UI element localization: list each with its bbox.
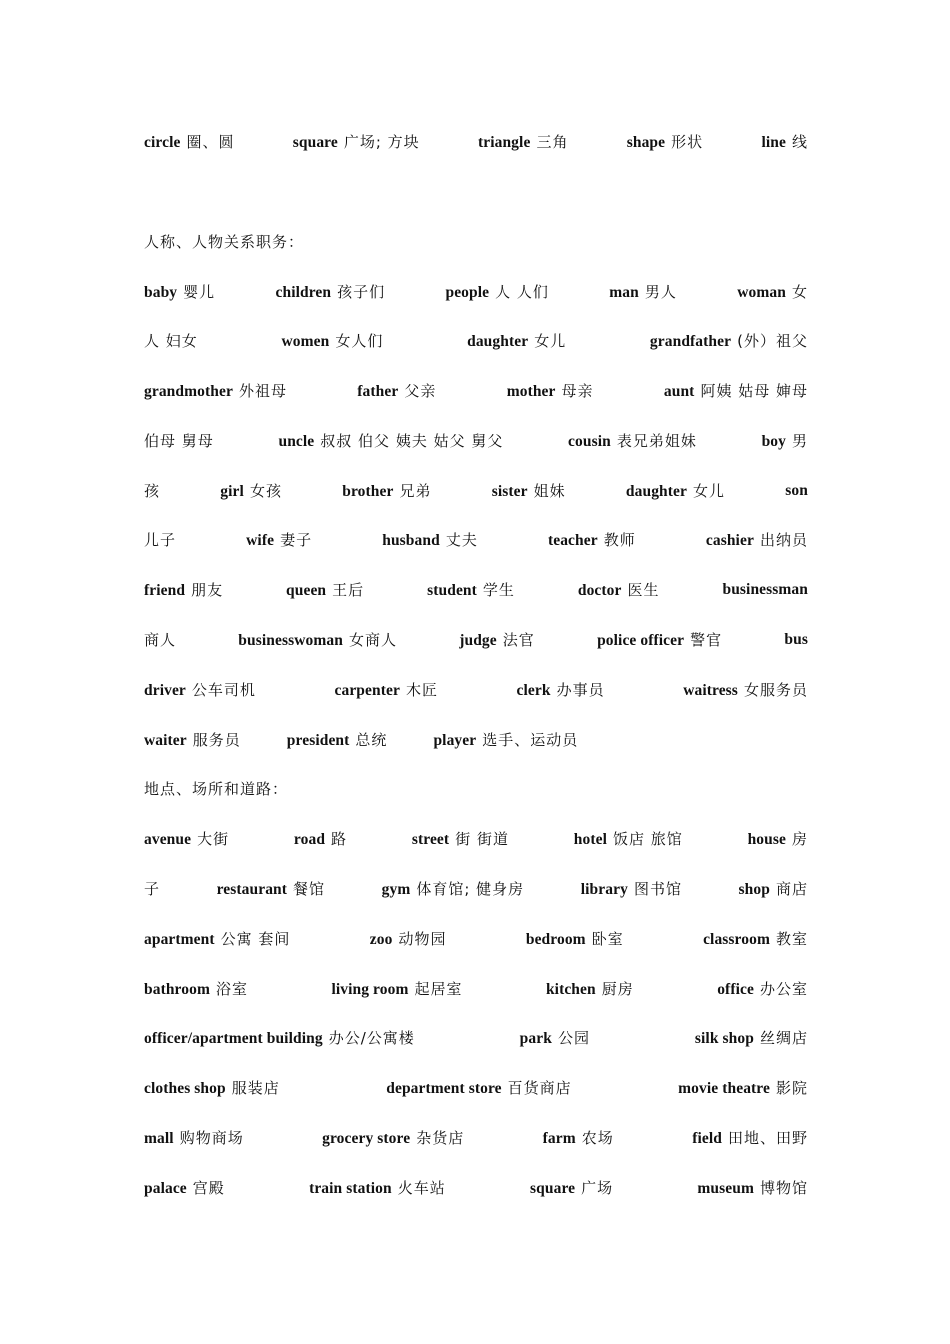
chinese-meaning: 选手、运动员 (482, 730, 579, 749)
vocab-line (144, 974, 808, 1002)
vocab-entry (517, 679, 605, 700)
english-word: triangle (477, 133, 531, 151)
vocab-entry (144, 1177, 225, 1198)
chinese-meaning: 街 街道 (455, 829, 509, 848)
vocab-entry (706, 529, 808, 550)
vocab-entry (546, 978, 634, 999)
chinese-meaning: 外祖母 (238, 381, 287, 400)
vocab-entry (217, 878, 325, 899)
english-word: sister (491, 482, 528, 500)
chinese-meaning: 公寓 套间 (220, 929, 291, 948)
english-word: living room (331, 980, 409, 998)
chinese-meaning: 女儿 (693, 481, 726, 500)
chinese-meaning: 儿子 (144, 530, 177, 549)
vocab-line (144, 924, 808, 952)
vocab-entry (144, 828, 229, 849)
chinese-meaning: 女孩 (249, 481, 282, 500)
english-word: husband (382, 531, 440, 549)
vocab-entry (692, 1127, 808, 1148)
vocab-entry (459, 629, 535, 650)
chinese-meaning: (外）祖父 (737, 331, 808, 350)
vocab-entry (626, 480, 725, 501)
english-word: women (281, 332, 330, 350)
chinese-meaning: 姐妹 (533, 481, 566, 500)
chinese-meaning: 商人 (144, 630, 177, 649)
english-word: cousin (568, 432, 611, 450)
english-word: wife (246, 531, 275, 549)
chinese-meaning: 朋友 (191, 580, 224, 599)
vocab-entry (574, 828, 683, 849)
english-word: clerk (516, 681, 551, 699)
vocab-entry (543, 1127, 614, 1148)
vocab-entry (335, 679, 438, 700)
english-word: clothes shop (144, 1079, 226, 1097)
vocab-entry (445, 281, 548, 302)
chinese-meaning: 办事员 (556, 680, 605, 699)
vocab-entry (695, 1027, 808, 1048)
section-heading (144, 227, 808, 255)
english-word: police officer (597, 631, 685, 649)
english-word: uncle (278, 432, 315, 450)
chinese-meaning: 丈夫 (445, 530, 478, 549)
english-word: player (433, 731, 477, 749)
english-word: judge (459, 631, 497, 649)
english-word: carpenter (334, 681, 400, 699)
chinese-meaning: 影院 (775, 1078, 808, 1097)
vocab-entry (492, 480, 566, 501)
chinese-meaning: 田地、田野 (727, 1128, 808, 1147)
vocab-line (144, 1173, 808, 1201)
english-word: brother (342, 482, 394, 500)
chinese-meaning: 丝绸店 (759, 1028, 808, 1047)
english-word: classroom (703, 930, 770, 948)
chinese-meaning: 广场 (581, 1178, 614, 1197)
english-word: children (275, 283, 332, 301)
chinese-meaning: 火车站 (397, 1178, 446, 1197)
english-word: cashier (705, 531, 754, 549)
chinese-meaning: 婴儿 (183, 282, 216, 301)
vocab-entry (144, 380, 287, 401)
chinese-meaning: 体育馆; 健身房 (416, 879, 525, 898)
english-word: officer/apartment building (144, 1029, 323, 1047)
chinese-meaning: 法官 (502, 630, 535, 649)
chinese-meaning: 博物馆 (759, 1178, 808, 1197)
vocab-entry (412, 828, 509, 849)
vocab-entry (144, 430, 214, 451)
english-word: circle (144, 133, 181, 151)
vocab-entry (144, 679, 256, 700)
vocab-entry (703, 928, 808, 949)
chinese-meaning: 线 (791, 132, 808, 151)
english-word: father (357, 382, 399, 400)
vocab-entry (761, 131, 808, 152)
chinese-meaning: 起居室 (414, 979, 463, 998)
vocab-entry (568, 430, 697, 451)
chinese-meaning: 公车司机 (191, 680, 256, 699)
vocab-entry (722, 580, 808, 599)
chinese-meaning: 兄弟 (399, 481, 432, 500)
vocab-line (144, 1023, 808, 1051)
vocab-entry (282, 330, 384, 351)
chinese-meaning: 子 (144, 879, 161, 898)
vocab-entry (144, 928, 290, 949)
chinese-meaning: 百货商店 (507, 1078, 572, 1097)
english-word: student (427, 581, 477, 599)
chinese-meaning: 母亲 (561, 381, 594, 400)
vocab-entry (278, 430, 503, 451)
chinese-meaning: 警官 (690, 630, 723, 649)
vocab-entry (382, 878, 525, 899)
vocab-entry (530, 1177, 613, 1198)
english-word: square (530, 1179, 576, 1197)
english-word: woman (737, 283, 786, 301)
chinese-meaning: 女商人 (348, 630, 397, 649)
english-word: waiter (144, 731, 187, 749)
english-word: road (293, 830, 326, 848)
english-word: office (717, 980, 754, 998)
chinese-meaning: 男 (791, 431, 808, 450)
chinese-meaning: 商店 (775, 879, 808, 898)
english-word: bus (784, 630, 808, 648)
vocab-entry (467, 330, 566, 351)
vocab-entry (520, 1027, 590, 1048)
vocab-entry (382, 529, 478, 550)
vocab-entry (144, 729, 241, 750)
chinese-meaning: 厨房 (601, 979, 634, 998)
english-word: square (292, 133, 338, 151)
chinese-meaning: 总统 (355, 730, 388, 749)
english-word: farm (542, 1129, 576, 1147)
chinese-meaning: 大街 (197, 829, 230, 848)
chinese-meaning: 餐馆 (293, 879, 326, 898)
english-word: man (609, 283, 639, 301)
vocab-entry (144, 579, 223, 600)
chinese-meaning: 父亲 (404, 381, 437, 400)
chinese-meaning: 购物商场 (179, 1128, 244, 1147)
vocab-entry (144, 878, 160, 899)
english-word: friend (144, 581, 186, 599)
chinese-meaning: 女人们 (335, 331, 384, 350)
vocab-entry (785, 481, 808, 500)
vocab-entry (144, 1127, 244, 1148)
vocab-entry (144, 529, 176, 550)
vocab-entry (609, 281, 677, 302)
chinese-meaning: 女服务员 (743, 680, 808, 699)
vocab-entry (697, 1177, 808, 1198)
english-word: grandfather (649, 332, 732, 350)
vocab-entry (144, 480, 160, 501)
vocab-entry (286, 579, 364, 600)
vocab-line (144, 376, 808, 404)
chinese-meaning: 王后 (332, 580, 365, 599)
vocab-entry (578, 579, 660, 600)
vocab-entry (144, 1027, 415, 1048)
chinese-meaning: 男人 (644, 282, 677, 301)
chinese-meaning: 孩 (144, 481, 161, 500)
english-word: museum (697, 1179, 754, 1197)
vocab-entry (144, 330, 198, 351)
chinese-meaning: 伯母 舅母 (144, 431, 214, 450)
vocab-line (144, 1073, 808, 1101)
vocab-entry (144, 131, 234, 152)
chinese-meaning: 服装店 (231, 1078, 280, 1097)
section-heading-text: 地点、场所和道路： (144, 779, 289, 798)
vocab-entry (238, 629, 397, 650)
chinese-meaning: 教室 (775, 929, 808, 948)
english-word: businessman (722, 580, 808, 598)
vocab-line (144, 725, 808, 753)
chinese-meaning: 卧室 (591, 929, 624, 948)
vocab-entry (762, 430, 808, 451)
english-word: department store (386, 1079, 502, 1097)
vocab-entry (433, 729, 578, 750)
english-word: zoo (369, 930, 393, 948)
vocab-entry (276, 281, 386, 302)
chinese-meaning: 教师 (603, 530, 636, 549)
chinese-meaning: 女儿 (534, 331, 567, 350)
vocab-entry (357, 380, 436, 401)
english-word: baby (144, 283, 178, 301)
english-word: daughter (625, 482, 687, 500)
vocab-line (144, 625, 808, 653)
vocab-entry (739, 878, 808, 899)
vocab-line (144, 426, 808, 454)
chinese-meaning: 圈、圆 (186, 132, 235, 151)
vocab-line (144, 874, 808, 902)
vocab-entry (748, 828, 808, 849)
vocab-entry (627, 131, 703, 152)
chinese-meaning: 出纳员 (759, 530, 808, 549)
section-heading (144, 774, 808, 802)
english-word: grocery store (322, 1129, 411, 1147)
vocab-line (144, 575, 808, 603)
vocab-entry (342, 480, 431, 501)
vocab-line (144, 824, 808, 852)
english-word: park (519, 1029, 552, 1047)
english-word: field (692, 1129, 722, 1147)
chinese-meaning: 形状 (671, 132, 704, 151)
chinese-meaning: 动物园 (398, 929, 447, 948)
english-word: aunt (663, 382, 695, 400)
vocab-entry (144, 281, 215, 302)
english-word: apartment (144, 930, 215, 948)
chinese-meaning: 广场; 方块 (343, 132, 420, 151)
english-word: street (411, 830, 450, 848)
vocab-entry (678, 1077, 808, 1098)
english-word: palace (144, 1179, 187, 1197)
english-word: mother (506, 382, 556, 400)
vocab-entry (683, 679, 808, 700)
english-word: driver (144, 681, 186, 699)
chinese-meaning: 公园 (557, 1028, 590, 1047)
english-word: boy (761, 432, 786, 450)
vocab-entry (478, 131, 568, 152)
chinese-meaning: 浴室 (215, 979, 248, 998)
english-word: house (747, 830, 786, 848)
english-word: grandmother (144, 382, 233, 400)
english-word: shape (626, 133, 666, 151)
chinese-meaning: 房 (791, 829, 808, 848)
english-word: bedroom (525, 930, 586, 948)
vocab-entry (220, 480, 282, 501)
vocab-line (144, 127, 808, 155)
english-word: kitchen (545, 980, 596, 998)
english-word: president (286, 731, 350, 749)
chinese-meaning: 叔叔 伯父 姨夫 姑父 舅父 (320, 431, 504, 450)
english-word: daughter (467, 332, 529, 350)
chinese-meaning: 办公室 (759, 979, 808, 998)
english-word: mall (144, 1129, 174, 1147)
chinese-meaning: 孩子们 (337, 282, 386, 301)
chinese-meaning: 女 (791, 282, 808, 301)
vocab-entry (717, 978, 808, 999)
vocab-line (144, 326, 808, 354)
english-word: train station (309, 1179, 392, 1197)
english-word: son (785, 481, 808, 499)
vocab-line (144, 476, 808, 504)
english-word: hotel (573, 830, 607, 848)
vocab-entry (322, 1127, 464, 1148)
vocab-line (144, 277, 808, 305)
vocab-entry (144, 629, 176, 650)
vocab-entry (144, 978, 248, 999)
vocab-entry (784, 630, 808, 649)
english-word: movie theatre (678, 1079, 770, 1097)
vocab-entry (309, 1177, 446, 1198)
chinese-meaning: 学生 (482, 580, 515, 599)
vocab-entry (386, 1077, 571, 1098)
chinese-meaning: 服务员 (192, 730, 241, 749)
vocab-line (144, 675, 808, 703)
english-word: queen (286, 581, 327, 599)
english-word: gym (381, 880, 411, 898)
vocab-entry (144, 1077, 280, 1098)
vocab-line (144, 1123, 808, 1151)
english-word: girl (220, 482, 244, 500)
vocab-entry (294, 828, 347, 849)
vocab-entry (427, 579, 515, 600)
chinese-meaning: 饭店 旅馆 (612, 829, 683, 848)
chinese-meaning: 医生 (627, 580, 660, 599)
english-word: waitress (683, 681, 738, 699)
english-word: doctor (577, 581, 622, 599)
english-word: silk shop (694, 1029, 754, 1047)
english-word: line (761, 133, 786, 151)
chinese-meaning: 宫殿 (192, 1178, 225, 1197)
chinese-meaning: 办公/公寓楼 (328, 1028, 415, 1047)
chinese-meaning: 阿姨 姑母 婶母 (700, 381, 808, 400)
english-word: people (445, 283, 490, 301)
vocab-entry (526, 928, 624, 949)
chinese-meaning: 杂货店 (416, 1128, 465, 1147)
chinese-meaning: 三角 (536, 132, 569, 151)
vocab-line (144, 525, 808, 553)
section-heading-text: 人称、人物关系职务： (144, 232, 305, 251)
chinese-meaning: 人 人们 (495, 282, 549, 301)
english-word: teacher (547, 531, 598, 549)
vocab-entry (548, 529, 636, 550)
chinese-meaning: 农场 (581, 1128, 614, 1147)
chinese-meaning: 图书馆 (633, 879, 682, 898)
vocab-entry (664, 380, 808, 401)
vocab-entry (581, 878, 682, 899)
chinese-meaning: 木匠 (405, 680, 438, 699)
english-word: library (580, 880, 628, 898)
english-word: avenue (144, 830, 192, 848)
chinese-meaning: 妻子 (280, 530, 313, 549)
english-word: bathroom (144, 980, 210, 998)
vocab-entry (650, 330, 808, 351)
vocab-entry (507, 380, 594, 401)
chinese-meaning: 路 (331, 829, 348, 848)
chinese-meaning: 表兄弟姐妹 (616, 431, 697, 450)
vocab-entry (370, 928, 447, 949)
english-word: businesswoman (238, 631, 343, 649)
chinese-meaning: 人 妇女 (144, 331, 198, 350)
vocab-entry (287, 729, 388, 750)
vocab-entry (246, 529, 312, 550)
vocab-entry (737, 281, 808, 302)
vocab-entry (331, 978, 462, 999)
vocab-entry (293, 131, 420, 152)
english-word: shop (738, 880, 770, 898)
english-word: restaurant (216, 880, 288, 898)
vocab-entry (597, 629, 722, 650)
